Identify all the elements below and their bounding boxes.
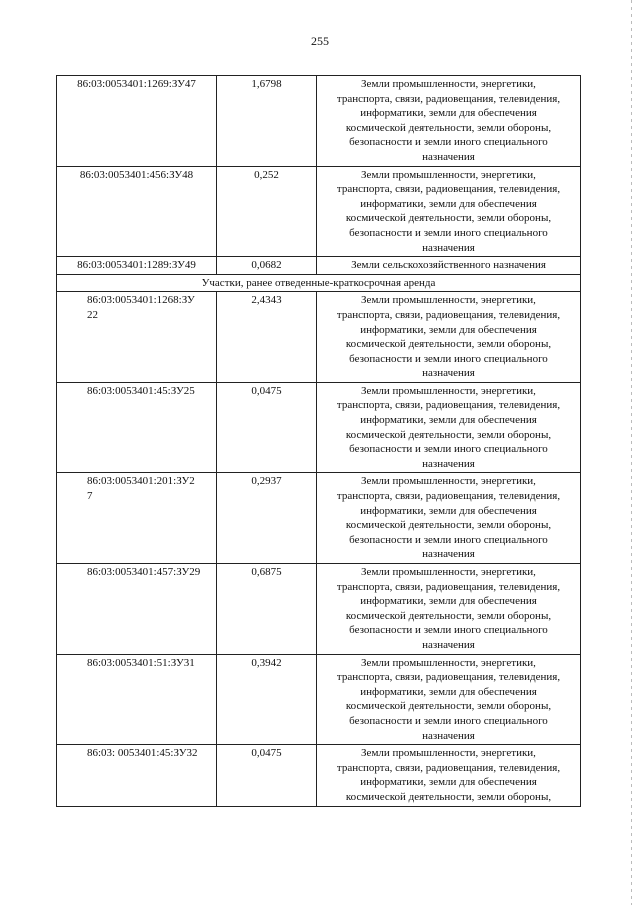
land-category: Земли промышленности, энергетики, транспорта, связи, радиовещания, телевидения, информатики, земли для обеспечения космической деятельности, земли обороны, безопасности и земли иного специального назначения [317,382,581,473]
cadastral-number: 86:03:0053401:1289:ЗУ49 [57,257,217,275]
land-category: Земли промышленности, энергетики, транспорта, связи, радиовещания, телевидения, информатики, земли для обеспечения космической деятельности, земли обороны, безопасности и земли иного специального назначения [317,166,581,257]
table-row [57,745,581,806]
land-category: Земли промышленности, энергетики, транспорта, связи, радиовещания, телевидения, информатики, земли для обеспечения космической деятельности, земли обороны, безопасности и земли иного специального назначения [317,473,581,564]
area-value: 0,0475 [217,745,317,806]
table-body-after [57,292,581,806]
section-row-group [57,274,581,292]
table-row [57,473,581,564]
land-category: Земли промышленности, энергетики, транспорта, связи, радиовещания, телевидения, информатики, земли для обеспечения космической деятельности, земли обороны, безопасности и земли иного специального назначения [317,76,581,167]
land-category: Земли промышленности, энергетики, транспорта, связи, радиовещания, телевидения, информатики, земли для обеспечения космической деятельности, земли обороны, безопасности и земли иного специального назначения [317,564,581,655]
area-value: 0,6875 [217,564,317,655]
area-value: 0,2937 [217,473,317,564]
land-category: Земли промышленности, энергетики, транспорта, связи, радиовещания, телевидения, информатики, земли для обеспечения космической деятельности, земли обороны, [317,745,581,806]
area-value: 0,3942 [217,654,317,745]
page-number: 255 [311,34,329,48]
area-value: 0,0475 [217,382,317,473]
table-row [57,382,581,473]
area-value: 0,0682 [217,257,317,275]
cadastral-number: 86:03:0053401:1268:ЗУ 22 [57,292,217,383]
cadastral-number: 86:03:0053401:456:ЗУ48 [57,166,217,257]
cadastral-number: 86:03:0053401:457:ЗУ29 [57,564,217,655]
table-row [57,564,581,655]
scan-edge-artifact [631,0,632,905]
cadastral-number: 86:03:0053401:1269:ЗУ47 [57,76,217,167]
cadastral-number: 86:03:0053401:201:ЗУ2 7 [57,473,217,564]
land-plots-table [56,75,581,807]
area-value: 2,4343 [217,292,317,383]
area-value: 1,6798 [217,76,317,167]
table-body-before [57,76,581,275]
land-category: Земли промышленности, энергетики, транспорта, связи, радиовещания, телевидения, информатики, земли для обеспечения космической деятельности, земли обороны, безопасности и земли иного специального назначения [317,654,581,745]
table-row [57,292,581,383]
cadastral-number: 86:03:0053401:51:ЗУ31 [57,654,217,745]
land-category: Земли промышленности, энергетики, транспорта, связи, радиовещания, телевидения, информатики, земли для обеспечения космической деятельности, земли обороны, безопасности и земли иного специального назначения [317,292,581,383]
cadastral-number: 86:03:0053401:45:ЗУ25 [57,382,217,473]
cadastral-number: 86:03: 0053401:45:ЗУ32 [57,745,217,806]
area-value: 0,252 [217,166,317,257]
section-title: Участки, ранее отведенные-краткосрочная аренда [57,274,581,292]
section-row [57,274,581,292]
table-row [57,257,581,275]
table-row [57,166,581,257]
table-row [57,76,581,167]
table-row [57,654,581,745]
land-category: Земли сельскохозяйственного назначения [317,257,581,275]
